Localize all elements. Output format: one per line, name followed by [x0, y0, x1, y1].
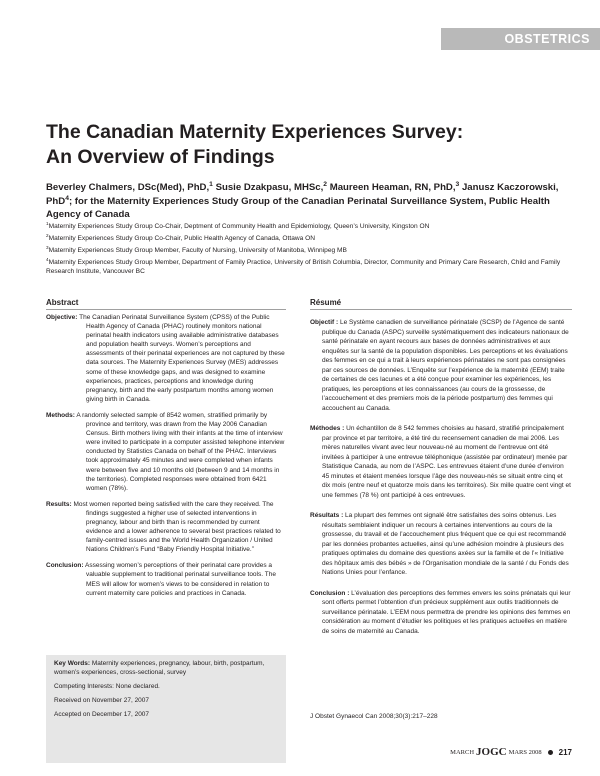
resume-section: Conclusion : L’évaluation des perceptions des femmes envers les soins prénatals qui leur sont offerts permet l’obtention d’un précieux supplément aux outils traditionnels de surveillance périnatale. L’EEM nous permettra de prendre les opinions des femmes en considération au moment d’étudier les politiques et les pratiques actuelles en matière de soins de maternité au Canada. — [310, 589, 571, 635]
resume-section: Résultats : La plupart des femmes ont signalé être satisfaites des soins obtenus. Les résultats semblaient indiquer un recours à certaines interventions au cours de la grossesse, du travail et de l’accouchement plus fréquent que ce qui est recommandé par les données probantes actuelles, ainsi qu’une adhésion moindre à plusieurs des pratiques optimales du domaine des questions axées sur la famille et de l’« Initiative des hôpitaux amis des bébés » de l’Organisation mondiale de la santé / du Fonds des Nations Unies pour l’enfance. — [310, 512, 569, 576]
article-title — [46, 120, 566, 170]
received-date: Received on November 27, 2007 — [54, 697, 150, 704]
affiliations — [46, 222, 566, 279]
title-line-2: An Overview of Findings — [46, 146, 275, 168]
accepted-date: Accepted on December 17, 2007 — [54, 711, 150, 718]
resume-section: Méthodes : Un échantillon de 8 542 femmes choisies au hasard, stratifié principalement par province et par territoire, a été tiré du recensement canadien de mai 2006. Les mères naturelles vivant avec leur nouveau-né au moment de l’entrevue ont été invitées à participer à une entrevue téléphonique (assistée par ordinateur) menée par Statistique Canada, au nom de l’ASPC. Les entrevues étaient d’une durée d’environ 45 minutes et étaient menées lorsque l’âge des nouveau-nés se situait entre cinq et dix mois (entre neuf et quatorze mois dans les territoires). Six mille quatre cent vingt et une femmes (78 %) ont participé à ces entrevues. — [310, 425, 571, 499]
footer-journal-logo: JOGC — [476, 746, 507, 758]
resume-heading: Résumé — [310, 298, 342, 307]
title-line-1: The Canadian Maternity Experiences Survey: — [46, 121, 464, 143]
affiliation-item: $^3$Maternity Experiences Study Group Member, Faculty of Nursing, University of Manitoba, Winnipeg MB — [46, 244, 347, 254]
author-group: ; for the Maternity Experiences Study Group of the Canadian Perinatal Surveillance System, Public Health Agency of Canada — [46, 195, 550, 220]
resume-body — [310, 318, 572, 647]
footer-month-fr: MARS 2008 — [508, 748, 542, 756]
journal-citation: J Obstet Gynaecol Can 2008;30(3):217–228 — [310, 713, 438, 720]
affiliation-item: $^2$Maternity Experiences Study Group Co-Chair, Public Health Agency of Canada, Ottawa ON — [46, 232, 316, 242]
author-name: Janusz Kaczorowski, PhD — [46, 182, 559, 207]
footer-month-en: MARCH — [450, 748, 475, 756]
abstract-section: Results: Most women reported being satisfied with the care they received. The findings suggested a higher use of selected interventions in pregnancy, labour and birth than is recommended by current evidence and a lower adherence to several best practices related to family-centred issues and the World Health Organization / United Nations Children’s Fund “Baby Friendly Hospital Initiative.” — [46, 500, 281, 554]
abstract-section: Methods: A randomly selected sample of 8542 women, stratified primarily by province and territory, was drawn from the May 2006 Canadian Census. Birth mothers living with their infants at the time of interview were invited to participate in a computer assisted telephone interview conducted by Statistics Canada on behalf of the PHAC. Interviews took approximately 45 minutes and were completed when infants were between five and 10 months old (between 9 and 14 months in the territories). Completed responses were obtained from 6421 women (78%). — [46, 411, 285, 492]
author-affil-sup: 3 — [455, 180, 460, 188]
keywords-box — [46, 655, 286, 763]
author-affil-sup: 1 — [209, 180, 213, 188]
keywords-line: Key Words: Maternity experiences, pregnancy, labour, birth, postpartum, women’s experiences, cross-sectional, survey — [54, 660, 265, 676]
resume-section: Objectif : Le Système canadien de surveillance périnatale (SCSP) de l’Agence de santé publique du Canada (ASPC) surveille systématiquement des indicateurs nationaux de santé périnatale en ayant recours aux bases de données administratives et aux enquêtes sur la santé de la population disponibles. Les perceptions et les évaluations des femmes en ce qui a trait à leurs expériences périnatales ne sont pas consignées par ces sources de données. L’Enquête sur l’expérience de la maternité (EEM) traite de certaines de ces lacunes et a été conçue pour examiner les expériences, les pratiques, les perceptions et les connaissances (au cours de la grossesse, de l’accouchement et des premiers mois de la période postpartum) des femmes qui accouchent au Canada. — [310, 319, 569, 412]
page-number: 217 — [558, 747, 572, 757]
abstract-section: Objective: The Canadian Perinatal Surveillance System (CPSS) of the Public Health Agency of Canada (PHAC) routinely monitors national perinatal health indicators using available administrative databases and population health surveys. Women’s perceptions and assessments of their perinatal experiences are not captured by these data sources. The Maternity Experiences Survey (MES) addresses some of these knowledge gaps, and was designed to examine experiences, practices, perceptions and knowledge during pregnancy, birth and the early postpartum months among women giving birth in Canada. — [46, 314, 285, 403]
abstract-heading: Abstract — [46, 298, 79, 307]
author-list — [46, 181, 566, 222]
author-name: Susie Dzakpasu, MHSc, — [215, 182, 324, 193]
abstract-section: Conclusion: Assessing women’s perceptions of their perinatal care provides a valuable supplement to traditional perinatal surveillance tools. The MES will allow for women’s views to be considered in relation to current maternity care policies and practices in Canada. — [46, 562, 276, 597]
author-affil-sup: 2 — [323, 180, 328, 188]
abstract-rule — [46, 309, 286, 310]
author-name: Maureen Heaman, RN, PhD, — [329, 182, 456, 193]
section-tag: OBSTETRICS — [441, 28, 600, 50]
competing-interests: Competing Interests: None declared. — [54, 683, 160, 690]
abstract-body — [46, 313, 286, 605]
page-footer — [450, 746, 572, 758]
resume-rule — [310, 309, 572, 310]
footer-bullet-icon — [548, 750, 553, 755]
author-affil-sup: 4 — [65, 194, 69, 202]
affiliation-item: $^1$Maternity Experiences Study Group Co-Chair, Deptment of Community Health and Epidemiology, Queen’s University, Kingston ON — [46, 220, 430, 230]
author-name: Beverley Chalmers, DSc(Med), PhD, — [46, 182, 210, 193]
affiliation-item: $^4$Maternity Experiences Study Group Member, Department of Family Practice, University of British Columbia, Director, Community and Primary Care Research, Child and Family Research Institute, Vancouver BC — [46, 256, 561, 276]
